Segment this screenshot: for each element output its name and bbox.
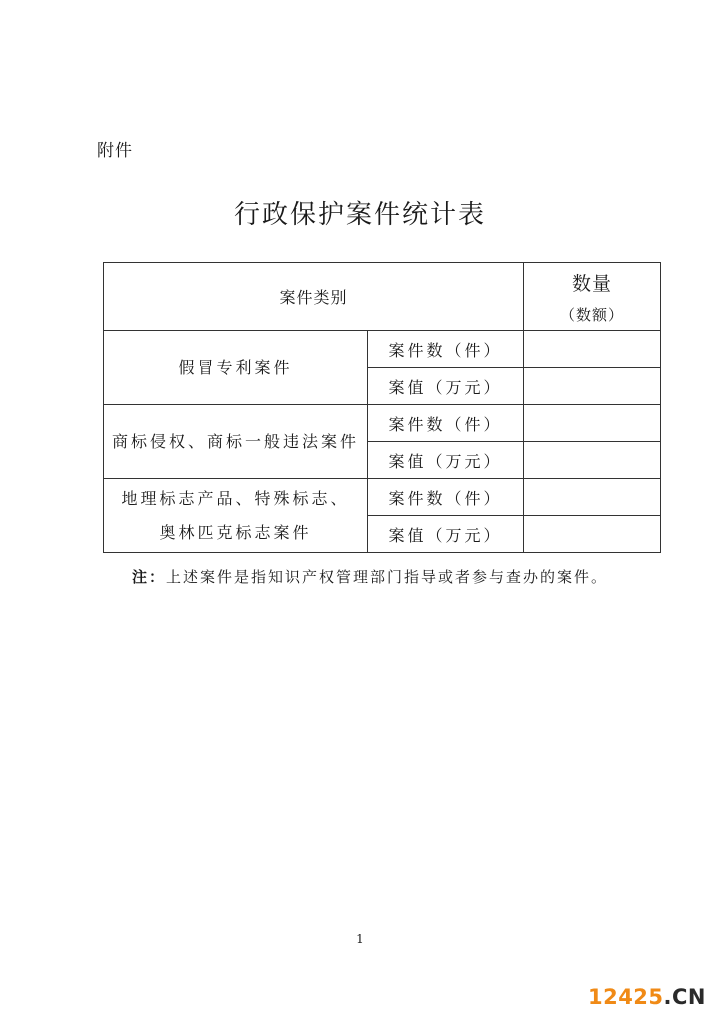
note-label: 注：	[132, 568, 167, 586]
metric-cell: 案值（万元）	[368, 516, 524, 553]
category-trademark: 商标侵权、商标一般违法案件	[104, 405, 368, 479]
watermark-domain: .CN	[663, 985, 706, 1009]
metric-cell: 案件数（件）	[368, 479, 524, 516]
note-text: 上述案件是指知识产权管理部门指导或者参与查办的案件。	[166, 568, 609, 586]
metric-cell: 案值（万元）	[368, 368, 524, 405]
quantity-cell[interactable]	[524, 331, 661, 368]
watermark-number: 12425	[587, 985, 664, 1009]
table-row	[104, 479, 661, 516]
quantity-cell[interactable]	[524, 516, 661, 553]
quantity-cell[interactable]	[524, 405, 661, 442]
category-line-2: 奥林匹克标志案件	[159, 522, 312, 542]
table-row	[104, 405, 661, 442]
header-quantity-sub: （数额）	[560, 305, 625, 324]
page-number: 1	[356, 932, 364, 946]
table-header-row	[104, 263, 661, 331]
metric-cell: 案件数（件）	[368, 331, 524, 368]
table-note	[132, 566, 608, 587]
header-quantity-label: 数量	[572, 272, 613, 295]
quantity-cell[interactable]	[524, 479, 661, 516]
header-quantity	[524, 263, 661, 331]
category-geographic-indication	[104, 479, 368, 553]
category-counterfeit-patent: 假冒专利案件	[104, 331, 368, 405]
quantity-cell[interactable]	[524, 368, 661, 405]
site-watermark	[588, 985, 706, 1009]
category-line-1: 地理标志产品、特殊标志、	[121, 488, 350, 508]
statistics-table	[103, 262, 661, 553]
quantity-cell[interactable]	[524, 442, 661, 479]
header-category: 案件类别	[104, 263, 524, 331]
metric-cell: 案件数（件）	[368, 405, 524, 442]
metric-cell: 案值（万元）	[368, 442, 524, 479]
attachment-label: 附件	[97, 141, 133, 161]
table-row	[104, 331, 661, 368]
page-title: 行政保护案件统计表	[233, 200, 486, 230]
